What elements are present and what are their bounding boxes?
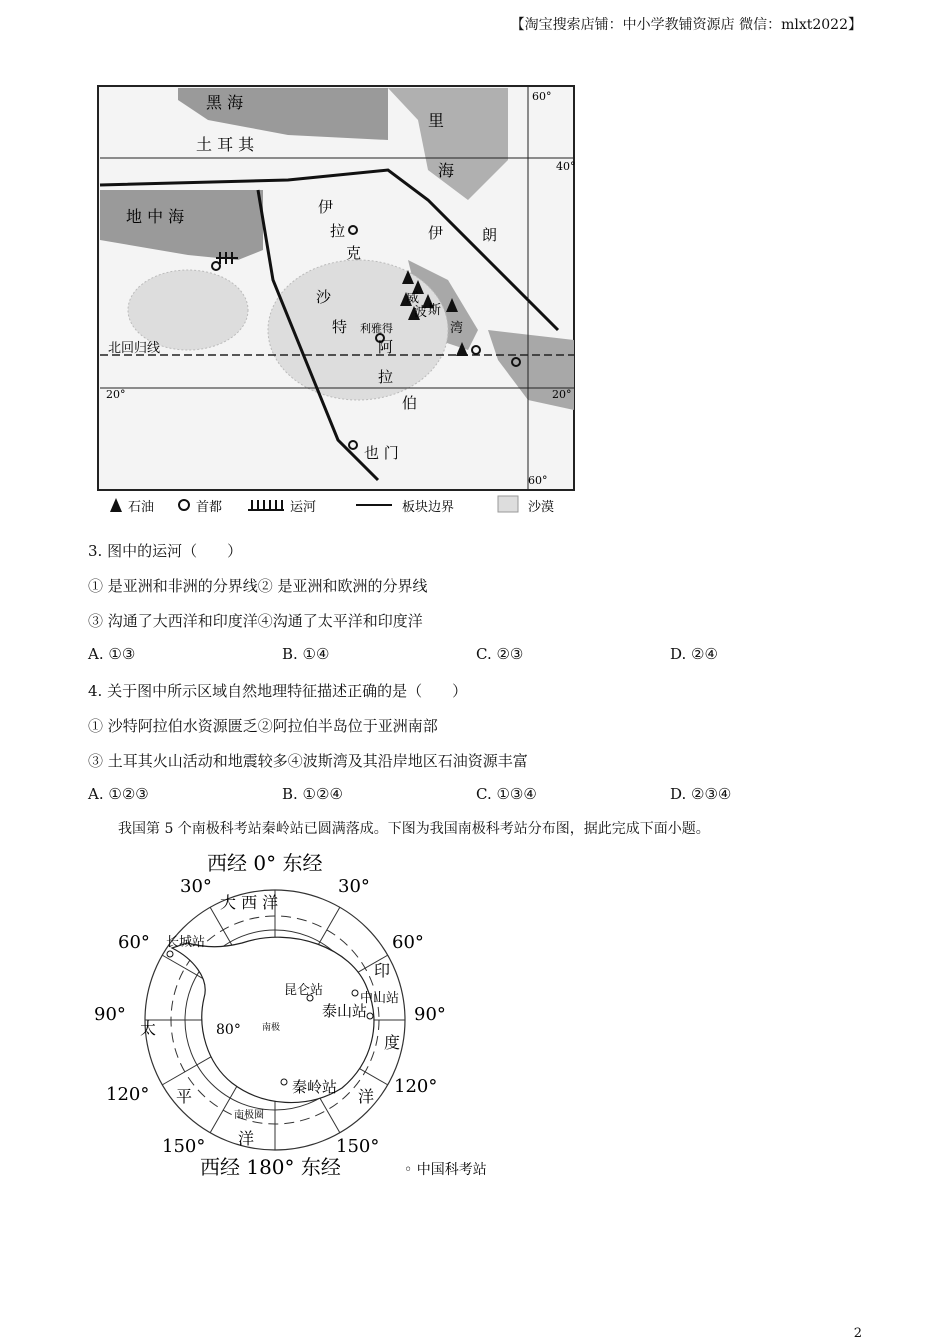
label-li: 里 (428, 111, 445, 130)
q3-option-d[interactable]: D. ②④ (670, 645, 718, 663)
label-bo: 波 (414, 305, 428, 320)
label-mediterranean: 地 中 海 (126, 207, 185, 226)
label-si: 斯 (428, 303, 442, 318)
label-120w: 120° (106, 1084, 150, 1105)
label-pacific-2: 平 (176, 1087, 193, 1106)
station-taishan-mark (367, 1013, 373, 1019)
label-qinling: 秦岭站 (292, 1078, 338, 1096)
label-indian-3: 洋 (358, 1087, 375, 1106)
label-zhongshan: 中山站 (360, 991, 400, 1006)
label-changcheng: 长城站 (166, 935, 206, 950)
q4-option-b[interactable]: B. ①②④ (282, 785, 343, 803)
q4-line2: ③ 土耳其火山活动和地震较多④波斯湾及其沿岸地区石油资源丰富 (88, 752, 528, 770)
label-150e: 150° (336, 1136, 380, 1157)
legend-capital: 首都 (196, 500, 223, 515)
label-150w: 150° (162, 1136, 206, 1157)
label-30e: 30° (338, 876, 370, 897)
label-lat20: 20° (106, 388, 126, 401)
legend-desert: 沙漠 (528, 500, 555, 515)
label-bai: 伯 (402, 394, 418, 412)
q4-stem: 4. 关于图中所示区域自然地理特征描述正确的是（ ） (88, 682, 468, 700)
station-changcheng-mark (167, 951, 173, 957)
label-wan: 湾 (450, 321, 464, 336)
label-lon60: 60° (532, 90, 552, 103)
legend-desert-icon (498, 496, 518, 512)
label-la2: 拉 (378, 368, 394, 386)
label-indian-1: 印 (374, 961, 391, 980)
station-qinling-mark (281, 1079, 287, 1085)
label-60w: 60° (118, 932, 150, 953)
label-sha: 沙 (316, 288, 332, 306)
q4-line1: ① 沙特阿拉伯水资源匮乏②阿拉伯半岛位于亚洲南部 (88, 717, 438, 735)
label-lat20-right: 20° (552, 388, 572, 401)
label-pacific-3: 洋 (238, 1129, 255, 1148)
label-te: 特 (332, 318, 348, 336)
page-header: 【淘宝搜索店铺：中小学教铺资源店 微信：mlxt2022】 (510, 17, 862, 33)
label-kunlun: 昆仑站 (284, 983, 324, 998)
legend-plate: 板块边界 (402, 500, 455, 515)
label-bottom: 西经 180° 东经 (200, 1155, 341, 1179)
label-90w: 90° (94, 1004, 126, 1025)
q3-option-c[interactable]: C. ②③ (476, 645, 524, 663)
q4-option-d[interactable]: D. ②③④ (670, 785, 732, 803)
label-lon60-bottom: 60° (528, 474, 548, 487)
label-120e: 120° (394, 1076, 438, 1097)
legend-station: ◦ 中国科考站 (404, 1162, 487, 1178)
q3-option-b[interactable]: B. ①④ (282, 645, 330, 663)
q4-option-a[interactable]: A. ①②③ (88, 785, 149, 803)
middle-east-map (88, 80, 584, 522)
arabian-desert (268, 260, 448, 400)
label-south-pole: 南极 (262, 1023, 281, 1033)
q3-line1: ① 是亚洲和非洲的分界线② 是亚洲和欧洲的分界线 (88, 577, 428, 595)
label-tropic: 北回归线 (108, 341, 161, 356)
label-yemen: 也 门 (364, 444, 399, 462)
label-60e: 60° (392, 932, 424, 953)
label-wei: 威 (406, 291, 420, 306)
q3-stem: 3. 图中的运河（ ） (88, 542, 243, 560)
label-riyadh: 利雅得 (360, 322, 393, 335)
label-lat80: 80° (216, 1022, 241, 1038)
label-30w: 30° (180, 876, 212, 897)
label-iran-1: 伊 (428, 224, 444, 242)
label-top: 西经 0° 东经 (207, 851, 323, 875)
antarctica-map (92, 848, 512, 1182)
label-black-sea: 黑 海 (206, 93, 244, 112)
label-antarctic-circle: 南极圈 (234, 1110, 264, 1121)
q3-line2: ③ 沟通了大西洋和印度洋④沟通了太平洋和印度洋 (88, 612, 423, 630)
q4-option-c[interactable]: C. ①③④ (476, 785, 537, 803)
legend-canal: 运河 (290, 500, 317, 515)
label-hai: 海 (438, 161, 455, 180)
label-90e: 90° (414, 1004, 446, 1025)
page-number: 2 (853, 1326, 862, 1341)
station-zhongshan-mark (352, 990, 358, 996)
label-iraq-1: 伊 (318, 198, 334, 216)
label-taishan: 泰山站 (322, 1002, 368, 1020)
label-pacific-1: 太 (140, 1019, 157, 1038)
label-lat40: 40° (556, 160, 576, 173)
label-indian-2: 度 (384, 1033, 401, 1052)
label-iraq-3: 克 (346, 244, 362, 262)
label-turkey: 土 耳 其 (196, 135, 255, 154)
label-a: 阿 (378, 338, 394, 356)
label-atlantic: 大 西 洋 (220, 893, 279, 912)
q3-option-a[interactable]: A. ①③ (88, 645, 136, 663)
label-iran-2: 朗 (482, 226, 498, 244)
label-iraq-2: 拉 (330, 222, 346, 240)
legend-oil: 石油 (128, 500, 155, 515)
passage-intro: 我国第 5 个南极科考站秦岭站已圆满落成。下图为我国南极科考站分布图，据此完成下面小题。 (118, 821, 710, 837)
